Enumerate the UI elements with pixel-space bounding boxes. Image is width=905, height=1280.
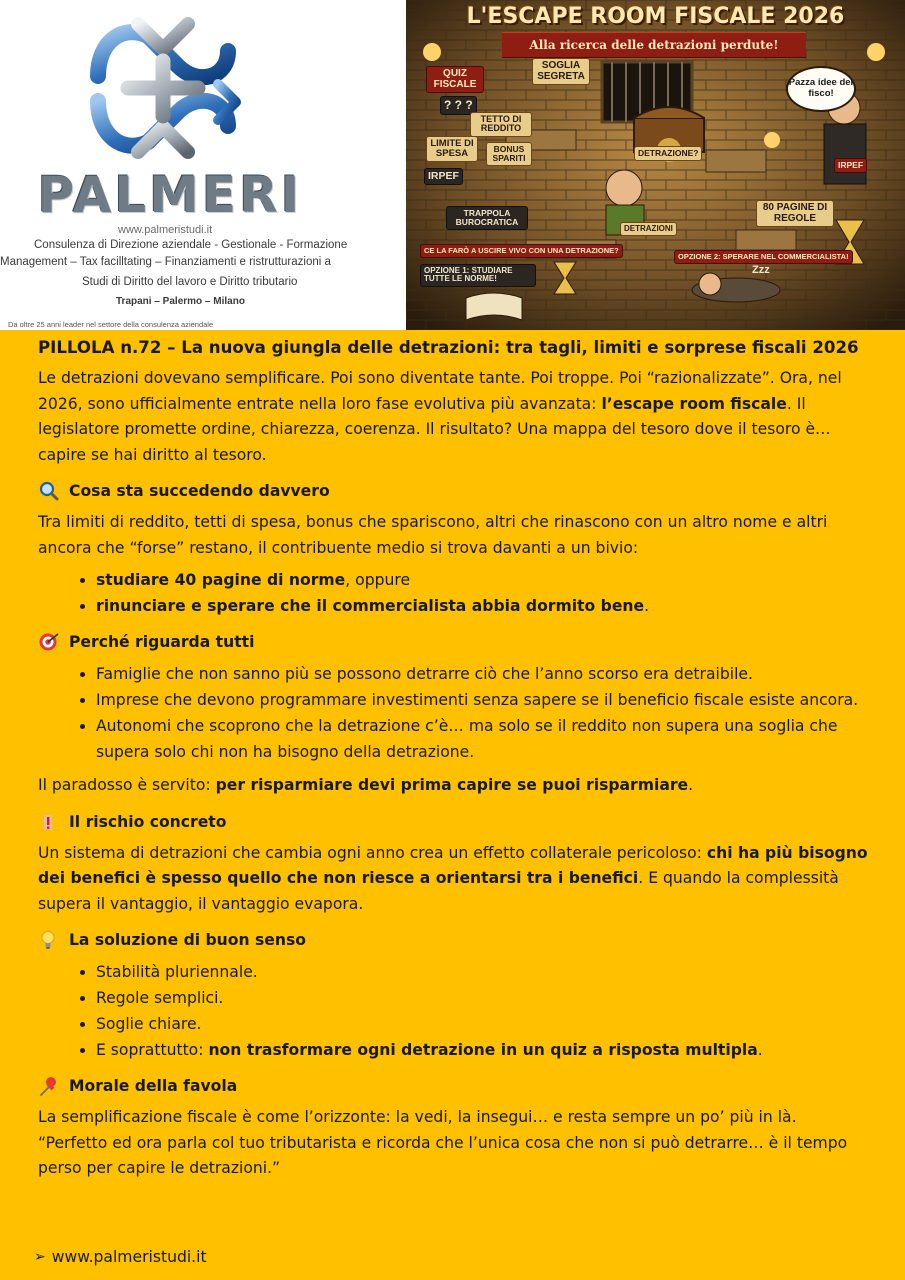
label-detrazione-question: DETRAZIONE? xyxy=(634,146,702,161)
morale-quote: “Perfetto ed ora parla col tuo tributarista e ricorda che l’unica cosa che non si può detrarre… è il tempo perso per capire le detrazioni.” xyxy=(38,1133,848,1177)
header xyxy=(0,0,905,330)
sign-irpef: IRPEF xyxy=(424,168,463,185)
list-item: • Soglie chiare. xyxy=(96,1011,880,1037)
sign-tetto-reddito: TETTO DI REDDITO xyxy=(470,112,532,137)
list-item: • rinunciare e sperare che il commercialista abbia dormito bene. xyxy=(96,593,880,619)
banner-ce-la-faro: CE LA FARÒ A USCIRE VIVO CON UNA DETRAZIONE? xyxy=(420,244,623,258)
palmeri-logo-emblem xyxy=(78,6,248,170)
article xyxy=(38,336,880,1182)
list-item: • Famiglie che non sanno più se possono detrarre ciò che l’anno scorso era detraibile. xyxy=(96,661,880,687)
section1-list xyxy=(38,567,880,619)
escape-room-illustration xyxy=(406,0,905,330)
sign-quiz-fiscale: QUIZ FISCALE xyxy=(426,66,484,93)
target-icon xyxy=(38,632,60,652)
list-item: • E soprattutto: non trasformare ogni detrazione in un quiz a risposta multipla. xyxy=(96,1037,880,1063)
logo-tagline-2: Management – Tax facilltating – Finanziamenti e ristrutturazioni a xyxy=(0,256,331,268)
sign-trappola-burocratica: TRAPPOLA BUROCRATICA xyxy=(446,206,528,230)
sign-80-pagine: 80 PAGINE DI REGOLE xyxy=(756,200,834,227)
sign-opzione-1: OPZIONE 1: STUDIARE TUTTE LE NORME! xyxy=(420,264,536,287)
article-title: PILLOLA n.72 – La nuova giungla delle detrazioni: tra tagli, limiti e sorprese fiscali 2026 xyxy=(38,338,859,357)
footer-website-link[interactable]: www.palmeristudi.it xyxy=(51,1248,207,1266)
list-item: • studiare 40 pagine di norme, oppure xyxy=(96,567,880,593)
section-heading-cosa-succede: Cosa sta succedendo davvero xyxy=(38,478,880,504)
speech-bubble: Pazza idee del fisco! xyxy=(786,66,856,112)
section4-list xyxy=(38,959,880,1063)
intro-bold: l’escape room fiscale xyxy=(601,394,787,413)
footer xyxy=(34,1248,207,1266)
book-irpef: IRPEF xyxy=(834,158,867,173)
sign-quiz-marks: ? ? ? xyxy=(440,96,477,115)
list-item: • Regole semplici. xyxy=(96,985,880,1011)
list-item: • Autonomi che scoprono che la detrazione c’è… ma solo se il reddito non supera una soglia che supera solo chi non ha bisogno della detrazione. xyxy=(96,713,880,765)
list-item: • Stabilità pluriennale. xyxy=(96,959,880,985)
sign-bonus-spariti: BONUS SPARITI xyxy=(486,142,532,166)
logo-panel xyxy=(0,0,406,330)
morale-paragraph-1: La semplificazione fiscale è come l’orizzonte: la vedi, la insegui… e resta sempre un po’ più in là. xyxy=(38,1108,797,1126)
section3-paragraph: Un sistema di detrazioni che cambia ogni anno crea un effetto collaterale pericoloso: chi ha più bisogno dei benefici è spesso quello che non riesce a orientarsi tra i benefici. E quando la complessità supera il vantaggio, il vantaggio evapora. xyxy=(38,843,868,913)
lightbulb-icon xyxy=(38,930,60,950)
pushpin-icon xyxy=(38,1076,60,1096)
paper-detrazioni: DETRAZIONI xyxy=(620,222,677,236)
paradox-paragraph: Il paradosso è servito: per risparmiare devi prima capire se puoi risparmiare. xyxy=(38,776,694,794)
intro-paragraph: Le detrazioni dovevano semplificare. Poi sono diventate tante. Poi troppe. Poi “razionalizzate”. Ora, nel 2026, sono ufficialmente entrate nella loro fase evolutiva più avanzata: l’escape room fiscale. Il legislatore promette ordine, chiarezza, coerenza. Il risultato? Una mappa del tesoro dove il tesoro è… capire se hai diritto al tesoro. xyxy=(38,369,842,464)
banner-opzione-2: OPZIONE 2: SPERARE NEL COMMERCIALISTA! xyxy=(674,250,853,264)
logo-tagline-1: Consulenza di Direzione aziendale - Gestionale - Formazione xyxy=(34,239,348,251)
section-heading-morale: Morale della favola xyxy=(38,1073,880,1099)
list-item: • Imprese che devono programmare investimenti senza sapere se il beneficio fiscale esiste ancora. xyxy=(96,687,880,713)
section1-paragraph: Tra limiti di reddito, tetti di spesa, bonus che spariscono, altri che rinascono con un altro nome e altri ancora che “forse” restano, il contribuente medio si trova davanti a un bivio: xyxy=(38,513,828,557)
logo-website: www.palmeristudi.it xyxy=(118,224,213,236)
section-heading-rischio: Il rischio concreto xyxy=(38,809,880,835)
section-heading-perche-riguarda: Perché riguarda tutti xyxy=(38,629,880,655)
magnifier-icon xyxy=(38,481,60,501)
logo-cities: Trapani – Palermo – Milano xyxy=(116,296,245,307)
logo-tagline-3: Studi di Diritto del lavoro e Diritto tributario xyxy=(82,276,298,288)
illustration-subtitle-ribbon: Alla ricerca delle detrazioni perdute! xyxy=(502,32,806,58)
zzz-label: Zzz xyxy=(752,264,770,276)
logo-footnote: Da oltre 25 anni leader nel settore della consulenza aziendale xyxy=(8,320,214,329)
section2-list xyxy=(38,661,880,765)
illustration-title: L'ESCAPE ROOM FISCALE 2026 xyxy=(466,4,845,29)
sign-soglia-segreta: SOGLIA SEGRETA xyxy=(532,58,590,85)
sign-limite-spesa: LIMITE DI SPESA xyxy=(426,136,478,162)
arrow-bullet-icon: ➢ xyxy=(34,1249,46,1265)
warning-icon xyxy=(38,812,60,832)
brand-name: PALMERI xyxy=(37,166,303,224)
section-heading-soluzione: La soluzione di buon senso xyxy=(38,927,880,953)
